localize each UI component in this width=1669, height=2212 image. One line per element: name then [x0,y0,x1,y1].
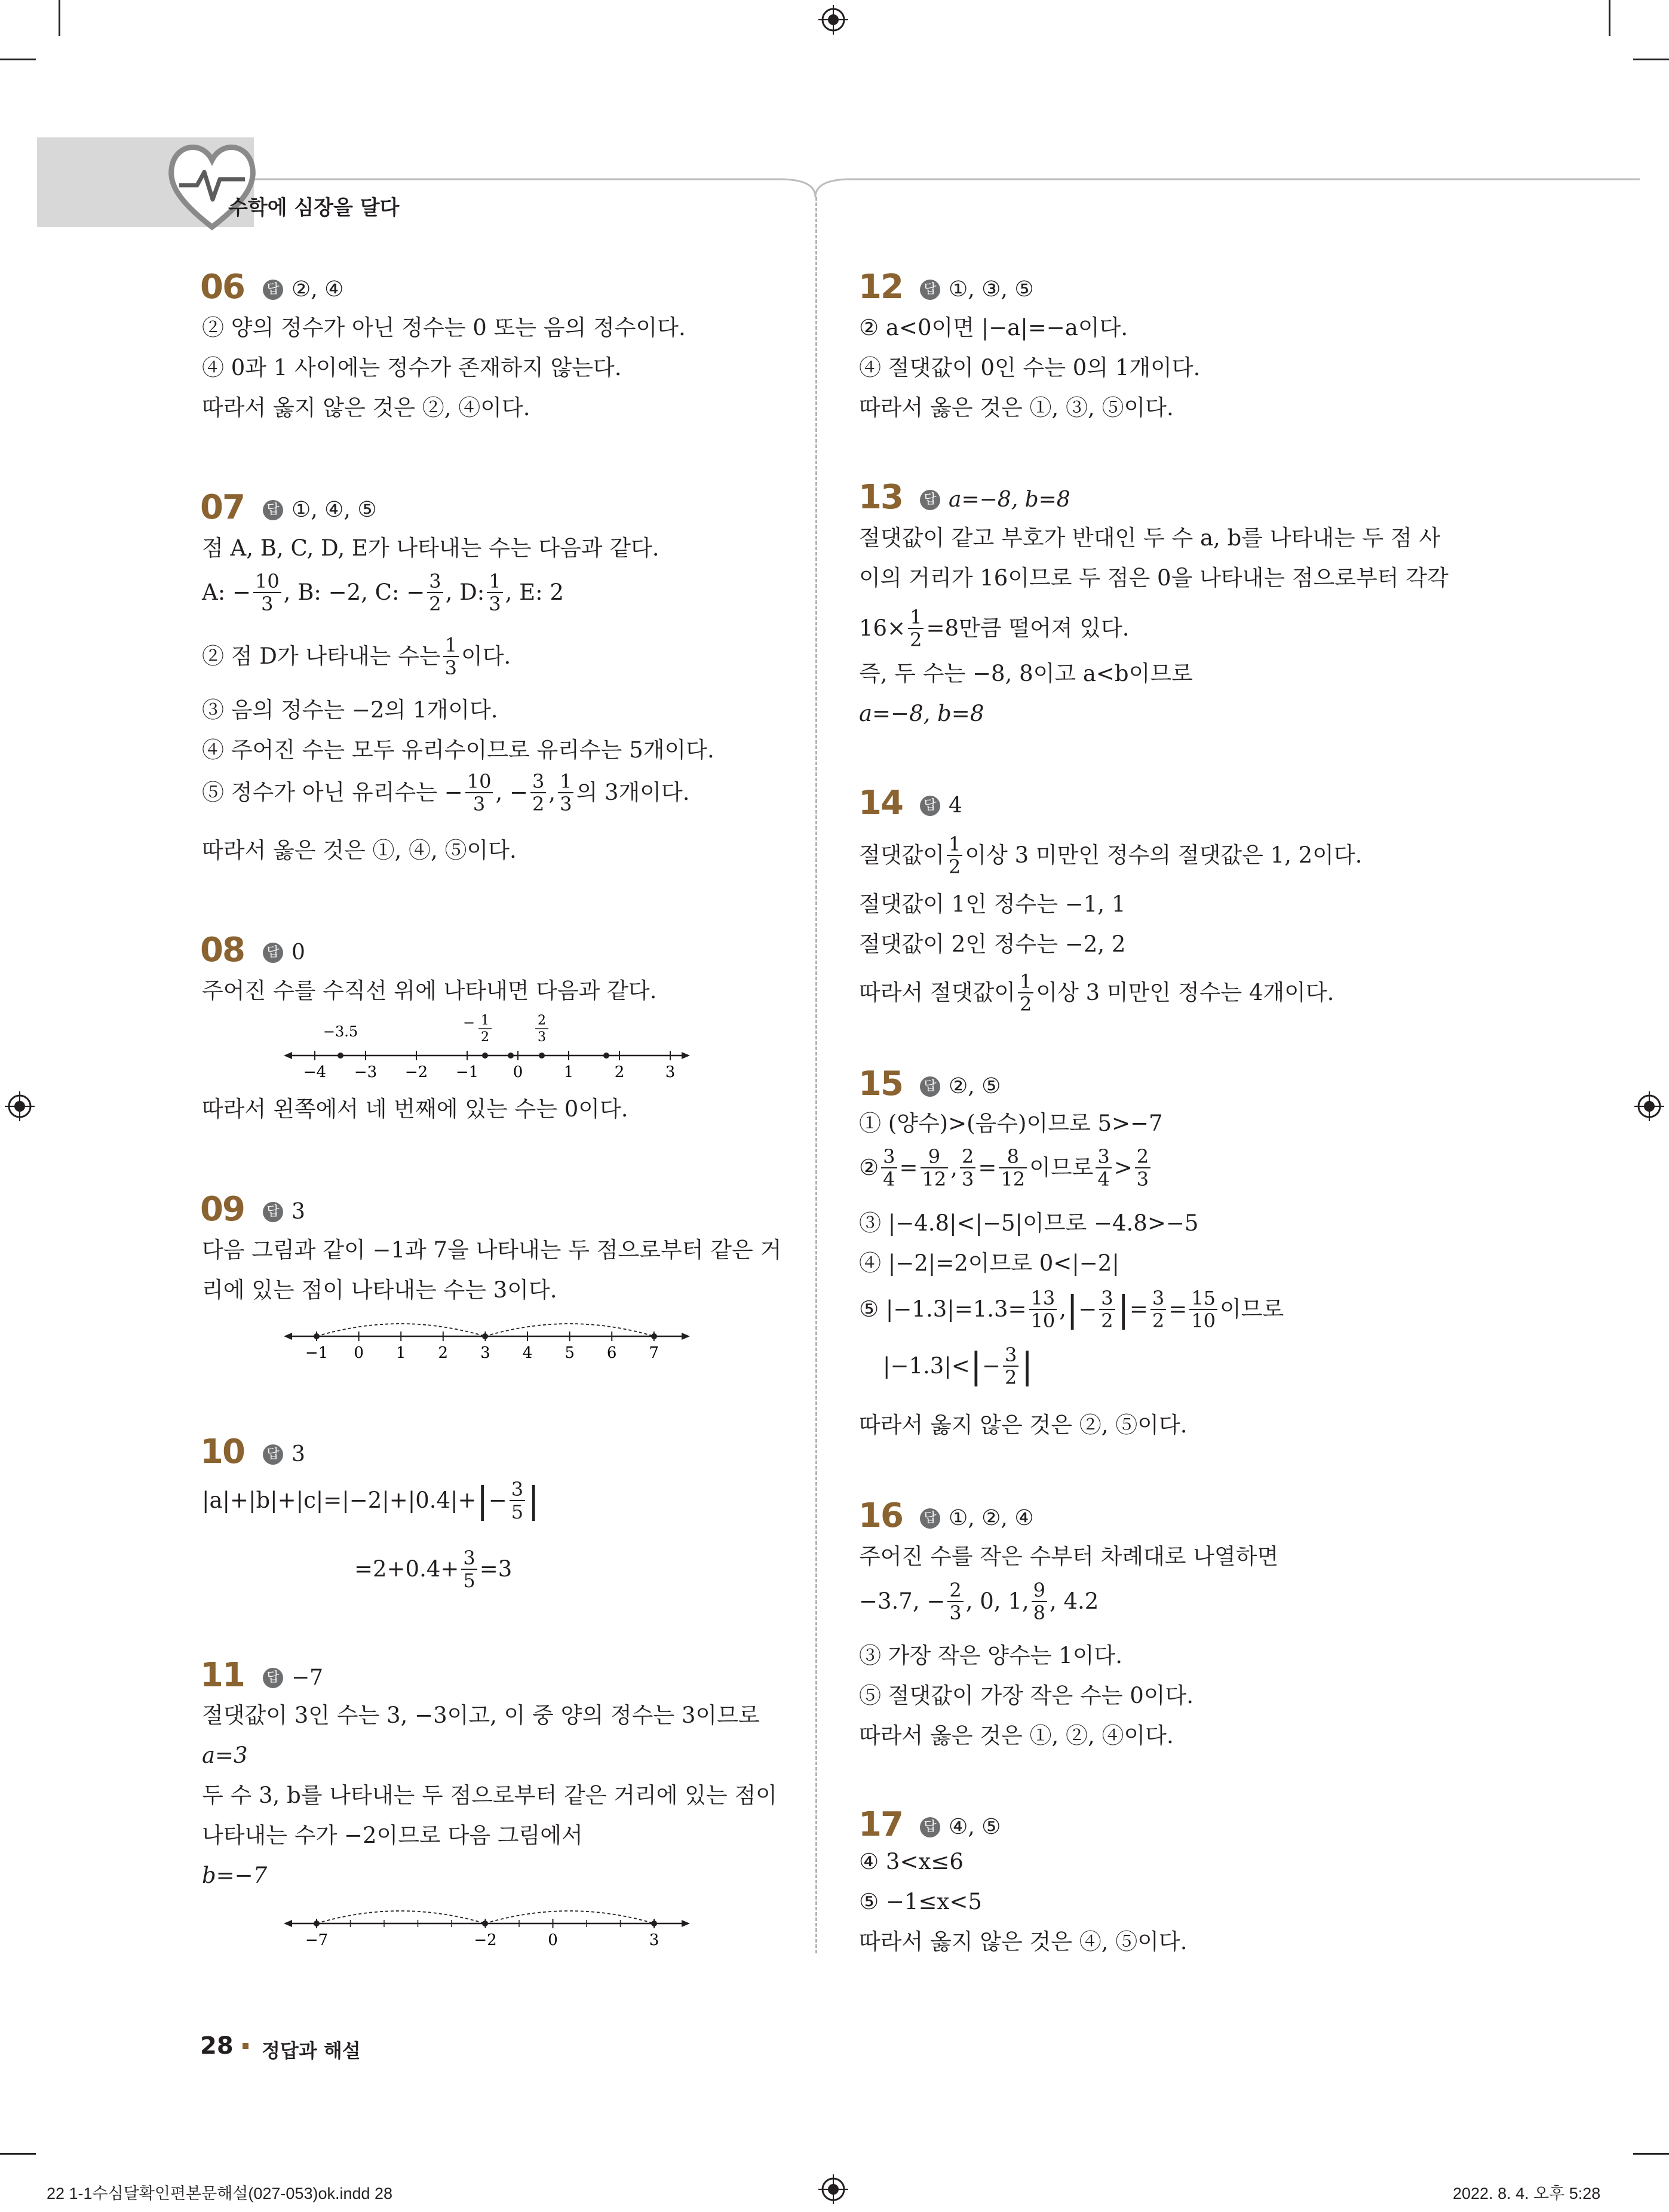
text: , 0, 1, [965,1588,1029,1614]
fraction [530,771,546,815]
fraction [1135,1146,1150,1190]
registration-mark-icon [818,2174,848,2204]
answer-value: −7 [292,1665,324,1690]
solution-line [859,606,1129,651]
denominator: 2 [1152,1309,1165,1332]
point-marker [651,1333,657,1339]
tick-label: 0 [548,1931,558,1949]
answer-value: ①, ④, ⑤ [292,498,377,522]
answer-badge-icon: 답 [920,1817,940,1837]
solution-line: a=3 [202,1742,248,1768]
text: , [1059,1296,1067,1322]
problem-number: 06 [200,268,244,306]
numerator: 1 [947,833,962,856]
text: 절댓값이 [859,842,944,868]
text: −3.7, − [859,1588,946,1614]
answer-badge-icon: 답 [263,280,283,300]
abs-bar: | [476,1480,489,1521]
text: = [899,1155,918,1180]
denominator: 2 [532,793,545,815]
point-marker [651,1920,657,1926]
numerator: 13 [1029,1287,1057,1310]
denominator: 2 [948,855,961,878]
numerator: 1 [558,771,573,793]
text: , [548,780,556,805]
solution-line [859,971,1334,1015]
fraction [558,771,573,815]
numerator: 8 [999,1146,1027,1168]
text: 이다. [461,643,511,669]
registration-mark-icon [5,1091,35,1121]
answer-badge-icon: 답 [920,490,940,510]
solution-line: 주어진 수를 수직선 위에 나타내면 다음과 같다. [202,978,657,1004]
numerator: 10 [253,570,281,593]
denominator: 3 [473,793,486,815]
solution-line: 따라서 옳은 것은 ①, ②, ④이다. [859,1723,1174,1748]
answer [920,1815,1001,1839]
fraction [427,570,443,615]
numerator: 3 [510,1478,525,1501]
solution-line: 절댓값이 같고 부호가 반대인 두 수 a, b를 나타내는 두 점 사 [859,525,1441,551]
answer-badge-icon: 답 [920,280,940,300]
denominator: 4 [883,1168,895,1191]
page-number: 28 [200,2032,234,2060]
solution-line: 따라서 옳지 않은 것은 ②, ④이다. [202,395,530,421]
denominator: 2 [1101,1309,1113,1332]
column-divider [815,197,817,1953]
crop-mark [1633,2153,1669,2155]
fraction [960,1146,975,1190]
fraction [510,1478,525,1523]
denominator: 3 [489,593,501,615]
solution-line: ④ |−2|=2이므로 0<|−2| [859,1250,1119,1276]
numerator: 3 [1003,1344,1018,1367]
fraction [947,833,962,878]
text: , E: 2 [505,579,564,605]
tick-label: 1 [563,1063,574,1081]
number-line-09 [284,1305,690,1365]
tick-label: −1 [305,1344,329,1362]
text: = [1168,1296,1188,1322]
numerator: 3 [1096,1146,1111,1168]
text: ⑤ 정수가 아닌 유리수는 − [202,780,463,805]
text: 이상 3 미만인 정수의 절댓값은 1, 2이다. [965,842,1363,868]
denominator: 3 [560,793,572,815]
numerator: 1 [443,634,459,657]
point-marker [482,1333,488,1339]
fraction [947,1579,963,1624]
solution-line [859,1146,1153,1190]
text: |a|+|b|+|c|=|−2|+|0.4|+ [202,1487,477,1513]
denominator: 3 [949,1602,962,1624]
number-line-08 [284,1013,690,1084]
text: − [488,1487,507,1513]
answer-badge-icon: 답 [263,1202,283,1222]
solution-line: ③ 음의 정수는 −2의 1개이다. [202,697,498,723]
solution-line: 다음 그림과 같이 −1과 7을 나타내는 두 점으로부터 같은 거 [202,1237,782,1263]
number-line-11 [284,1892,690,1952]
numerator: 3 [427,570,443,593]
denominator: 2 [910,628,922,651]
solution-line [859,1579,1099,1624]
answer-value: a=−8, b=8 [949,487,1070,512]
problem-number: 11 [200,1656,244,1695]
text: |−1.3|< [883,1353,970,1379]
text: , − [495,780,528,805]
crop-mark [1633,59,1669,60]
solution-line: ③ |−4.8|<|−5|이므로 −4.8>−5 [859,1210,1199,1236]
answer-badge-icon: 답 [263,1444,283,1465]
numerator: 3 [1150,1287,1166,1310]
text: = [1129,1296,1148,1322]
solution-line: 절댓값이 3인 수는 3, −3이고, 이 중 양의 정수는 3이므로 [202,1702,760,1728]
crop-mark [1609,0,1610,36]
answer-value: ②, ⑤ [949,1074,1001,1099]
tick-label: 2 [614,1063,625,1081]
fraction [443,634,459,679]
answer-value: 0 [292,940,305,965]
answer-value: 3 [292,1442,305,1467]
text: =8만큼 떨어져 있다. [926,615,1130,641]
denominator: 2 [1005,1366,1017,1389]
point-marker [314,1920,320,1926]
tick-label: 3 [649,1931,659,1949]
fraction [1189,1287,1217,1332]
tick-label: −1 [455,1063,479,1081]
tick-label: −4 [303,1063,327,1081]
registration-mark-icon [1634,1091,1664,1121]
solution-line: 따라서 옳은 것은 ①, ④, ⑤이다. [202,837,517,863]
text: , [950,1155,958,1180]
tick-label: 5 [564,1344,575,1362]
answer-badge-icon: 답 [920,1076,940,1097]
denominator: 2 [429,593,441,615]
problem-number: 17 [858,1805,903,1844]
numerator: 10 [465,771,493,793]
text: 이므로 [1029,1155,1094,1180]
solution-line: ⑤ −1≤x<5 [859,1889,982,1915]
nl-label: 2 [538,1013,546,1028]
solution-line: 즉, 두 수는 −8, 8이고 a<b이므로 [859,661,1193,686]
solution-line: 따라서 옳지 않은 것은 ②, ⑤이다. [859,1412,1188,1438]
numerator: 15 [1189,1287,1217,1310]
abs-bar: | [1117,1288,1130,1330]
tick-label: 3 [665,1063,676,1081]
answer-value: ④, ⑤ [949,1815,1001,1839]
numerator: 3 [881,1146,897,1168]
nl-label: − [462,1014,475,1031]
solution-line: ③ 가장 작은 양수는 1이다. [859,1643,1123,1668]
nl-label: 1 [481,1013,489,1028]
fraction [1096,1146,1111,1190]
tick-label: 2 [438,1344,449,1362]
denominator: 10 [1191,1309,1216,1332]
denominator: 12 [922,1168,947,1191]
tick-label: 4 [522,1344,533,1362]
answer [920,1506,1034,1530]
solution-line: ② 양의 정수가 아닌 정수는 0 또는 음의 정수이다. [202,315,686,340]
solution-line: ② a<0이면 |−a|=−a이다. [859,315,1128,340]
point-marker [508,1053,514,1059]
fraction [253,570,281,615]
numerator: 9 [921,1146,949,1168]
text: A: − [202,579,251,605]
problem-number: 15 [858,1064,903,1103]
fraction [461,1547,477,1591]
text: , D: [445,579,485,605]
fraction [921,1146,949,1190]
text: 이므로 [1219,1296,1284,1322]
text: 의 3개이다. [576,780,690,805]
solution-line: 나타내는 수가 −2이므로 다음 그림에서 [202,1823,583,1848]
solution-line [202,570,564,615]
answer [920,487,1070,512]
denominator: 4 [1097,1168,1110,1191]
tick-label: 0 [513,1063,523,1081]
answer-badge-icon: 답 [263,500,283,520]
denominator: 5 [463,1569,475,1592]
denominator: 3 [444,656,458,679]
problem-number: 10 [200,1432,244,1471]
tick-label: 6 [606,1344,617,1362]
denominator: 10 [1030,1309,1056,1332]
nl-label: 3 [538,1030,546,1045]
text: ② [859,1155,879,1180]
fraction [908,606,924,651]
numerator: 1 [487,570,502,593]
answer [263,1199,305,1224]
solution-line: ④ 3<x≤6 [859,1849,964,1874]
text: ⑤ |−1.3|=1.3= [859,1296,1027,1322]
numerator: 2 [947,1579,963,1602]
answer [263,277,343,302]
solution-line [202,771,690,815]
solution-line: 두 수 3, b를 나타내는 두 점으로부터 같은 거리에 있는 점이 [202,1783,777,1808]
point-marker [603,1053,609,1059]
nl-label: −3.5 [323,1023,358,1040]
answer [920,793,962,818]
file-name: 22 1-1수심달확인편본문해설(027-053)ok.indd 28 [47,2185,393,2202]
point-marker [482,1920,488,1926]
fraction [999,1146,1027,1190]
answer [263,940,305,965]
numerator: 2 [960,1146,975,1168]
tick-label: −3 [354,1063,378,1081]
header-rule [254,173,1646,197]
numerator: 3 [1099,1287,1115,1310]
problem-number: 08 [200,931,244,970]
answer-value: ②, ④ [292,277,344,302]
answer [920,1074,1001,1099]
abs-bar: | [527,1480,540,1521]
solution-line: 절댓값이 2인 정수는 −2, 2 [859,931,1126,957]
text: − [1078,1296,1097,1322]
fraction [1018,971,1033,1015]
fraction [881,1146,897,1190]
solution-line: ④ 절댓값이 0인 수는 0의 1개이다. [859,355,1201,381]
numerator: 2 [1135,1146,1150,1168]
fraction [1099,1287,1115,1332]
solution-line [202,634,511,679]
solution-line: a=−8, b=8 [859,701,984,726]
text: − [982,1353,1001,1379]
solution-line [354,1547,512,1591]
abs-bar: | [970,1345,982,1387]
solution-line: 따라서 옳지 않은 것은 ④, ⑤이다. [859,1929,1188,1955]
solution-line: ④ 0과 1 사이에는 정수가 존재하지 않는다. [202,355,622,381]
nl-label: 2 [481,1030,489,1045]
tick-label: 1 [395,1344,406,1362]
solution-line: 따라서 왼쪽에서 네 번째에 있는 수는 0이다. [202,1096,628,1122]
solution-line: ⑤ 절댓값이 가장 작은 수는 0이다. [859,1683,1194,1708]
answer-badge-icon: 답 [263,1668,283,1688]
page-label: 정답과 해설 [262,2039,361,2062]
solution-line: ④ 주어진 수는 모두 유리수이므로 유리수는 5개이다. [202,737,714,763]
abs-bar: | [1021,1345,1033,1387]
tick-label: −2 [474,1931,497,1949]
answer-value: ①, ③, ⑤ [949,277,1034,302]
denominator: 3 [1136,1168,1149,1191]
answer-badge-icon: 답 [920,1508,940,1529]
tick-label: −2 [404,1063,428,1081]
answer [263,1665,323,1690]
solution-line [202,1478,539,1523]
point-marker [338,1053,343,1059]
denominator: 3 [962,1168,974,1191]
answer [263,498,377,522]
fraction [465,771,493,815]
numerator: 3 [461,1547,477,1570]
solution-line: b=−7 [202,1863,268,1888]
answer [263,1442,305,1467]
text: =3 [479,1556,513,1582]
text: , B: −2, C: − [283,579,425,605]
solution-line: 이의 거리가 16이므로 두 점은 0을 나타내는 점으로부터 각각 [859,565,1449,591]
text: ② 점 D가 나타내는 수는 [202,643,441,669]
fraction [487,570,502,615]
problem-number: 12 [858,268,903,306]
solution-line: 절댓값이 1인 정수는 −1, 1 [859,891,1126,917]
answer-value: 3 [292,1199,305,1224]
denominator: 5 [511,1501,524,1523]
tick-label: −7 [305,1931,329,1949]
fraction [1032,1579,1047,1624]
text: 이상 3 미만인 정수는 4개이다. [1036,980,1334,1005]
solution-line: ① (양수)>(음수)이므로 5>−7 [859,1110,1163,1136]
registration-mark-icon [818,5,848,35]
crop-mark [0,2153,36,2155]
answer [920,277,1034,302]
denominator: 8 [1033,1602,1045,1624]
text: =2+0.4+ [354,1556,459,1582]
tick-label: 3 [480,1344,490,1362]
numerator: 9 [1032,1579,1047,1602]
solution-line [883,1344,1033,1388]
solution-line [859,1287,1284,1332]
section-title: 수학에 심장을 달다 [228,196,400,220]
crop-mark [0,59,36,60]
tick-label: 7 [649,1344,659,1362]
solution-line: 점 A, B, C, D, E가 나타내는 수는 다음과 같다. [202,535,659,561]
answer-value: ①, ②, ④ [949,1506,1034,1530]
fraction [1150,1287,1166,1332]
text: 16× [859,615,906,641]
point-marker [314,1333,320,1339]
denominator: 12 [1001,1168,1026,1191]
tick-label: 0 [354,1344,364,1362]
problem-number: 13 [858,478,903,517]
solution-line [859,833,1362,878]
denominator: 2 [1019,993,1032,1016]
footer-square-icon [243,2043,248,2049]
numerator: 3 [530,771,546,793]
text: = [978,1155,997,1180]
fraction [1003,1344,1018,1388]
solution-line: 주어진 수를 작은 수부터 차례대로 나열하면 [859,1544,1279,1569]
answer-badge-icon: 답 [263,943,283,963]
print-timestamp: 2022. 8. 4. 오후 5:28 [1453,2185,1601,2202]
problem-number: 07 [200,488,244,527]
answer-value: 4 [949,793,962,818]
problem-number: 14 [858,784,903,823]
fraction [1029,1287,1057,1332]
solution-line: 리에 있는 점이 나타내는 수는 3이다. [202,1277,557,1303]
point-marker [482,1053,488,1059]
crop-mark [59,0,60,36]
numerator: 1 [1018,971,1033,993]
solution-line: 따라서 옳은 것은 ①, ③, ⑤이다. [859,395,1174,421]
point-marker [539,1053,545,1059]
answer-badge-icon: 답 [920,796,940,816]
abs-bar: | [1066,1288,1079,1330]
problem-number: 16 [858,1496,903,1535]
text: 따라서 절댓값이 [859,980,1015,1005]
text: , 4.2 [1049,1588,1099,1614]
numerator: 1 [908,606,924,629]
text: > [1113,1155,1133,1180]
problem-number: 09 [200,1190,244,1229]
denominator: 3 [261,593,274,615]
